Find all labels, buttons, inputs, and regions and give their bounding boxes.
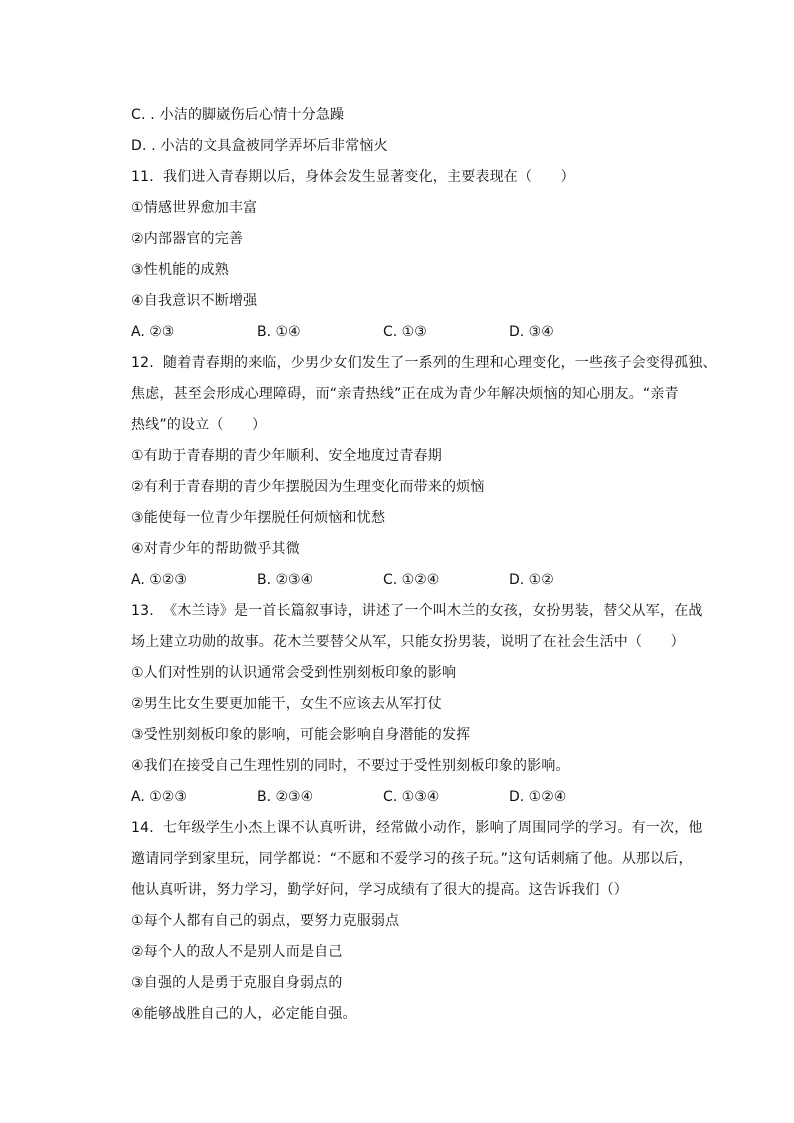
question-text-line: 热线”的设立（ ） — [131, 417, 267, 433]
question-text-line: 邀请同学到家里玩，同学都说：“不愿和不爱学习的孩子玩。”这句话刺痛了他。从那以后， — [131, 851, 693, 867]
answer-options — [131, 782, 711, 813]
statement-item: ①有助于青春期的青少年顺利、安全地度过青春期 — [131, 448, 442, 464]
option-d: D. ③④ — [509, 324, 554, 340]
option-a: A. ②③ — [131, 324, 175, 340]
question-text-line: 他认真听讲，努力学习，勤学好问，学习成绩有了很大的提高。这告诉我们（） — [131, 882, 628, 898]
option-c: C. ①③④ — [383, 789, 440, 805]
question-text: 七年级学生小杰上课不认真听讲，经常做小动作，影响了周围同学的学习。有一次，他 — [163, 820, 703, 836]
option-b: B. ②③④ — [257, 789, 314, 805]
question-text: 《木兰诗》是一首长篇叙事诗，讲述了一个叫木兰的女孩，女扮男装，替父从军，在战 — [163, 603, 703, 619]
statement-item: ②内部器官的完善 — [131, 231, 244, 247]
question-13-stem — [131, 596, 711, 627]
option-d: D. ①②④ — [509, 789, 567, 805]
statement-item: ④我们在接受自己生理性别的同时，不要过于受性别刻板印象的影响。 — [131, 758, 570, 774]
statement-item: ④对青少年的帮助微乎其微 — [131, 541, 300, 557]
question-14 — [131, 813, 711, 1030]
option-a: A. ①②③ — [131, 789, 187, 805]
answer-options — [131, 317, 711, 348]
question-text-line: 焦虑，甚至会形成心理障碍，而“亲青热线”正在成为青少年解决烦恼的知心朋友。“亲青 — [131, 386, 679, 402]
question-11 — [131, 162, 711, 348]
question-number: 12. — [131, 355, 154, 371]
option-c: C. ①②④ — [383, 572, 440, 588]
statement-item: ③受性别刻板印象的影响，可能会影响自身潜能的发挥 — [131, 727, 471, 743]
question-number: 13. — [131, 603, 154, 619]
question-number: 14. — [131, 820, 154, 836]
statement-item: ④能够战胜自己的人，必定能自强。 — [131, 1006, 357, 1022]
question-13 — [131, 596, 711, 813]
option-c-prev: C. . 小洁的脚崴伤后心情十分急躁 — [131, 107, 345, 123]
statement-item: ④自我意识不断增强 — [131, 293, 258, 309]
question-12-stem — [131, 348, 717, 379]
question-number: 11. — [131, 169, 154, 185]
statement-item: ①情感世界愈加丰富 — [131, 200, 258, 216]
statement-item: ①每个人都有自己的弱点，要努力克服弱点 — [131, 913, 400, 929]
option-c: C. ①③ — [383, 324, 427, 340]
option-b: B. ②③④ — [257, 572, 314, 588]
question-12 — [131, 348, 717, 596]
statement-item: ③自强的人是勇于克服自身弱点的 — [131, 975, 343, 991]
option-b: B. ①④ — [257, 324, 301, 340]
option-a: A. ①②③ — [131, 572, 187, 588]
statement-item: ①人们对性别的认识通常会受到性别刻板印象的影响 — [131, 665, 457, 681]
statement-item: ③能使每一位青少年摆脱任何烦恼和忧愁 — [131, 510, 386, 526]
statement-item: ②有利于青春期的青少年摆脱因为生理变化而带来的烦恼 — [131, 479, 485, 495]
statement-item: ③性机能的成熟 — [131, 262, 229, 278]
option-d: D. ①② — [509, 572, 554, 588]
question-text-line: 场上建立功勋的故事。花木兰要替父从军，只能女扮男装，说明了在社会生活中（ ） — [131, 634, 685, 650]
statement-item: ②每个人的敌人不是别人而是自己 — [131, 944, 343, 960]
question-text: 我们进入青春期以后，身体会发生显著变化，主要表现在（ ） — [163, 169, 575, 185]
answer-options — [131, 565, 711, 596]
document-content — [131, 100, 717, 1030]
question-14-stem — [131, 813, 711, 844]
question-11-stem — [131, 162, 711, 193]
question-text: 随着青春期的来临，少男少女们发生了一系列的生理和心理变化，一些孩子会变得孤独、 — [163, 355, 717, 371]
statement-item: ②男生比女生要更加能干，女生不应该去从军打仗 — [131, 696, 442, 712]
option-d-prev: D. . 小洁的文具盒被同学弄坏后非常恼火 — [131, 138, 388, 154]
